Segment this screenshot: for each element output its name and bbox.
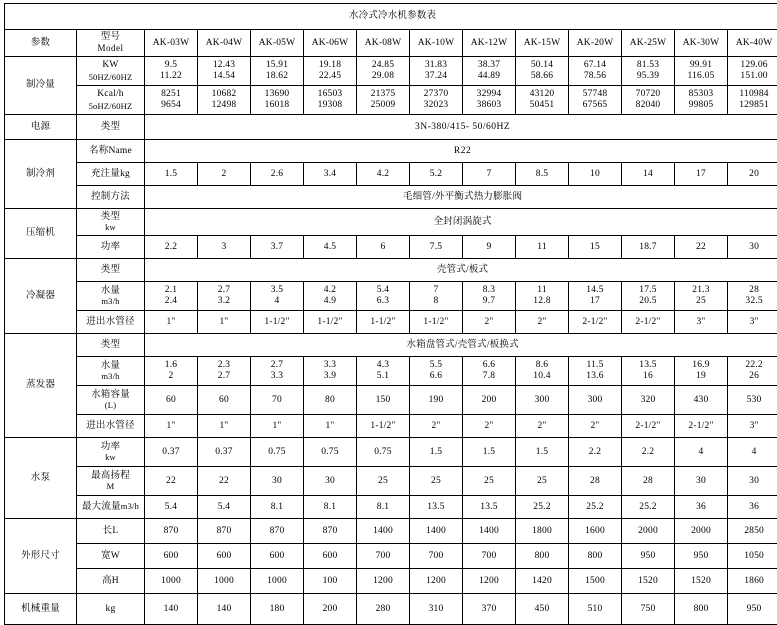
condenser-pipe-AK-25W: 2-1/2" (622, 311, 675, 334)
dimension-2-AK-03W: 1000 (145, 569, 198, 594)
machine-weight-AK-08W: 280 (357, 594, 410, 625)
water-pump-2-AK-40W: 36 (728, 496, 777, 519)
evaporator-row3-AK-25W: 2-1/2" (622, 415, 675, 438)
cooling-0-AK-06W: 19.18 22.45 (304, 57, 357, 86)
row-label-dimension-2: 高H (77, 569, 145, 594)
water-pump-0-AK-08W: 0.75 (357, 438, 410, 467)
evaporator-row3-AK-03W: 1" (145, 415, 198, 438)
evaporator-row3-AK-04W: 1" (198, 415, 251, 438)
water-pump-1-AK-08W: 25 (357, 467, 410, 496)
dimension-0-AK-04W: 870 (198, 519, 251, 544)
cooling-1-AK-15W: 43120 50451 (516, 86, 569, 115)
dimension-2-AK-20W: 1500 (569, 569, 622, 594)
row-label-compressor-0: 类型 kw (77, 209, 145, 236)
cooling-1-AK-25W: 70720 82040 (622, 86, 675, 115)
dimension-1-AK-30W: 950 (675, 544, 728, 569)
compressor-power-AK-05W: 3.7 (251, 236, 304, 259)
condenser-waterflow-AK-03W: 2.1 2.4 (145, 282, 198, 311)
water-pump-2-AK-06W: 8.1 (304, 496, 357, 519)
dimension-0-AK-03W: 870 (145, 519, 198, 544)
evaporator-row3-AK-15W: 2" (516, 415, 569, 438)
machine-weight-AK-30W: 800 (675, 594, 728, 625)
water-pump-1-AK-40W: 30 (728, 467, 777, 496)
document-title: 水冷式冷水机参数表 (5, 4, 777, 30)
dimension-1-AK-10W: 700 (410, 544, 463, 569)
refrigerant-charge-AK-20W: 10 (569, 163, 622, 186)
row-label-dimension-0: 长L (77, 519, 145, 544)
evaporator-waterflow-AK-30W: 16.9 19 (675, 357, 728, 386)
refrigerant-charge-AK-15W: 8.5 (516, 163, 569, 186)
cooling-capacity-row (5, 57, 777, 86)
refrigerant-charge-AK-04W: 2 (198, 163, 251, 186)
section-label-water-pump: 水泵 (5, 438, 77, 519)
evaporator-row3-AK-06W: 1" (304, 415, 357, 438)
evaporator-waterflow-AK-25W: 13.5 16 (622, 357, 675, 386)
water-pump-1-AK-20W: 28 (569, 467, 622, 496)
cooling-1-AK-06W: 16503 19308 (304, 86, 357, 115)
evaporator-row2-AK-12W: 200 (463, 386, 516, 415)
model-column-AK-15W: AK-15W (516, 30, 569, 57)
evaporator-row3-AK-08W: 1-1/2" (357, 415, 410, 438)
condenser-waterflow-AK-15W: 11 12.8 (516, 282, 569, 311)
compressor-power-AK-25W: 18.7 (622, 236, 675, 259)
compressor-type-value: 全封闭涡旋式 (145, 209, 777, 236)
row-label-machine-weight: kg (77, 594, 145, 625)
cooling-0-AK-12W: 38.37 44.89 (463, 57, 516, 86)
cooling-0-AK-15W: 50.14 58.66 (516, 57, 569, 86)
section-label-power-supply: 电源 (5, 115, 77, 140)
water-pump-0-AK-12W: 1.5 (463, 438, 516, 467)
cooling-0-AK-40W: 129.06 151.00 (728, 57, 777, 86)
evaporator-waterflow-AK-10W: 5.5 6.6 (410, 357, 463, 386)
dimension-2-AK-04W: 1000 (198, 569, 251, 594)
row-label-water-pump-1: 最高扬程 M (77, 467, 145, 496)
cooling-0-AK-20W: 67.14 78.56 (569, 57, 622, 86)
dimension-1-AK-04W: 600 (198, 544, 251, 569)
evaporator-row3-AK-12W: 2" (463, 415, 516, 438)
dimension-1-AK-12W: 700 (463, 544, 516, 569)
dimension-1-AK-20W: 800 (569, 544, 622, 569)
water-pump-0-AK-15W: 1.5 (516, 438, 569, 467)
dimension-0-AK-25W: 2000 (622, 519, 675, 544)
dimension-1-AK-06W: 600 (304, 544, 357, 569)
condenser-waterflow-AK-40W: 28 32.5 (728, 282, 777, 311)
model-column-AK-40W: AK-40W (728, 30, 777, 57)
machine-weight-row (5, 594, 777, 625)
evaporator-waterflow-AK-20W: 11.5 13.6 (569, 357, 622, 386)
condenser-pipe-AK-20W: 2-1/2" (569, 311, 622, 334)
water-pump-0-AK-06W: 0.75 (304, 438, 357, 467)
compressor-power-AK-06W: 4.5 (304, 236, 357, 259)
refrigerant-value-2: 毛细管/外平衡式热力膨胀阀 (145, 186, 777, 209)
condenser-pipe-AK-12W: 2" (463, 311, 516, 334)
water-pump-1-AK-30W: 30 (675, 467, 728, 496)
condenser-type-value: 壳管式/板式 (145, 259, 777, 282)
row-label-condenser-2: 进出水管径 (77, 311, 145, 334)
machine-weight-AK-20W: 510 (569, 594, 622, 625)
condenser-pipe-AK-08W: 1-1/2" (357, 311, 410, 334)
model-column-AK-30W: AK-30W (675, 30, 728, 57)
water-pump-1-AK-15W: 25 (516, 467, 569, 496)
model-column-AK-06W: AK-06W (304, 30, 357, 57)
compressor-power-AK-04W: 3 (198, 236, 251, 259)
compressor-power-AK-30W: 22 (675, 236, 728, 259)
cooling-1-AK-12W: 32994 38603 (463, 86, 516, 115)
dimension-0-AK-06W: 870 (304, 519, 357, 544)
header-parameter-label: 参数 (5, 30, 77, 57)
refrigerant-row (5, 140, 777, 163)
cooling-1-AK-03W: 8251 9654 (145, 86, 198, 115)
section-label-refrigerant: 制冷剂 (5, 140, 77, 209)
dimension-1-AK-40W: 1050 (728, 544, 777, 569)
dimensions-row (5, 519, 777, 544)
evaporator-waterflow-AK-15W: 8.6 10.4 (516, 357, 569, 386)
evaporator-waterflow-AK-08W: 4.3 5.1 (357, 357, 410, 386)
row-label-dimension-1: 宽W (77, 544, 145, 569)
header-model-label: 型号 Model (77, 30, 145, 57)
water-pump-row (5, 438, 777, 467)
evaporator-row2-AK-05W: 70 (251, 386, 304, 415)
cooling-1-AK-20W: 57748 67565 (569, 86, 622, 115)
machine-weight-AK-05W: 180 (251, 594, 304, 625)
model-column-AK-08W: AK-08W (357, 30, 410, 57)
evaporator-row2-AK-30W: 430 (675, 386, 728, 415)
dimension-1-AK-05W: 600 (251, 544, 304, 569)
water-pump-2-AK-05W: 8.1 (251, 496, 304, 519)
condenser-pipe-AK-10W: 1-1/2" (410, 311, 463, 334)
title-row (5, 4, 777, 30)
evaporator-row (5, 415, 777, 438)
section-label-condenser: 冷凝器 (5, 259, 77, 334)
evaporator-row3-AK-30W: 2-1/2" (675, 415, 728, 438)
compressor-power-AK-15W: 11 (516, 236, 569, 259)
refrigerant-charge-AK-12W: 7 (463, 163, 516, 186)
cooling-1-AK-40W: 110984 129851 (728, 86, 777, 115)
row-label-refrigerant-0: 名称Name (77, 140, 145, 163)
refrigerant-row (5, 163, 777, 186)
machine-weight-AK-10W: 310 (410, 594, 463, 625)
cooling-capacity-row (5, 86, 777, 115)
refrigerant-charge-AK-10W: 5.2 (410, 163, 463, 186)
dimension-2-AK-40W: 1860 (728, 569, 777, 594)
water-pump-0-AK-05W: 0.75 (251, 438, 304, 467)
refrigerant-charge-AK-03W: 1.5 (145, 163, 198, 186)
evaporator-row2-AK-15W: 300 (516, 386, 569, 415)
row-label-water-pump-2: 最大流量m3/h (77, 496, 145, 519)
water-pump-2-AK-20W: 25.2 (569, 496, 622, 519)
row-label-refrigerant-1: 充注量kg (77, 163, 145, 186)
machine-weight-AK-40W: 950 (728, 594, 777, 625)
row-label-water-pump-0: 功率 kw (77, 438, 145, 467)
water-pump-2-AK-12W: 13.5 (463, 496, 516, 519)
evaporator-row2-AK-10W: 190 (410, 386, 463, 415)
compressor-power-AK-08W: 6 (357, 236, 410, 259)
section-label-machine-weight: 机械重量 (5, 594, 77, 625)
refrigerant-charge-AK-06W: 3.4 (304, 163, 357, 186)
water-pump-2-AK-03W: 5.4 (145, 496, 198, 519)
power-supply-value: 3N-380/415- 50/60HZ (145, 115, 777, 140)
condenser-row (5, 311, 777, 334)
evaporator-row2-AK-03W: 60 (145, 386, 198, 415)
water-pump-row (5, 467, 777, 496)
dimension-2-AK-06W: 100 (304, 569, 357, 594)
machine-weight-AK-03W: 140 (145, 594, 198, 625)
dimension-0-AK-12W: 1400 (463, 519, 516, 544)
evaporator-row (5, 334, 777, 357)
condenser-waterflow-AK-12W: 8.3 9.7 (463, 282, 516, 311)
dimension-2-AK-15W: 1420 (516, 569, 569, 594)
row-label-evaporator-2: 水箱容量 (L) (77, 386, 145, 415)
dimension-0-AK-10W: 1400 (410, 519, 463, 544)
section-label-compressor: 压缩机 (5, 209, 77, 259)
cooling-1-AK-10W: 27370 32023 (410, 86, 463, 115)
refrigerant-charge-AK-40W: 20 (728, 163, 777, 186)
evaporator-row2-AK-40W: 530 (728, 386, 777, 415)
water-pump-2-AK-04W: 5.4 (198, 496, 251, 519)
cooling-1-AK-08W: 21375 25009 (357, 86, 410, 115)
evaporator-row (5, 386, 777, 415)
condenser-pipe-AK-03W: 1" (145, 311, 198, 334)
water-pump-1-AK-06W: 30 (304, 467, 357, 496)
header-row (5, 30, 777, 57)
condenser-waterflow-AK-20W: 14.5 17 (569, 282, 622, 311)
water-pump-0-AK-10W: 1.5 (410, 438, 463, 467)
dimension-1-AK-15W: 800 (516, 544, 569, 569)
section-label-dimensions: 外形尺寸 (5, 519, 77, 594)
machine-weight-AK-06W: 200 (304, 594, 357, 625)
water-pump-0-AK-04W: 0.37 (198, 438, 251, 467)
machine-weight-AK-15W: 450 (516, 594, 569, 625)
row-label-condenser-1: 水量 m3/h (77, 282, 145, 311)
evaporator-row2-AK-25W: 320 (622, 386, 675, 415)
condenser-pipe-AK-06W: 1-1/2" (304, 311, 357, 334)
evaporator-row3-AK-10W: 2" (410, 415, 463, 438)
evaporator-row3-AK-40W: 3" (728, 415, 777, 438)
cooling-1-AK-30W: 85303 99805 (675, 86, 728, 115)
chiller-specification-table (4, 3, 777, 625)
section-label-cooling-capacity: 制冷量 (5, 57, 77, 115)
compressor-power-AK-10W: 7.5 (410, 236, 463, 259)
dimensions-row (5, 569, 777, 594)
model-column-AK-04W: AK-04W (198, 30, 251, 57)
row-label-evaporator-0: 类型 (77, 334, 145, 357)
evaporator-waterflow-AK-04W: 2.3 2.7 (198, 357, 251, 386)
refrigerant-charge-AK-30W: 17 (675, 163, 728, 186)
model-column-AK-03W: AK-03W (145, 30, 198, 57)
dimension-2-AK-05W: 1000 (251, 569, 304, 594)
water-pump-0-AK-20W: 2.2 (569, 438, 622, 467)
row-label-power-type: 类型 (77, 115, 145, 140)
evaporator-waterflow-AK-40W: 22.2 26 (728, 357, 777, 386)
dimension-2-AK-30W: 1520 (675, 569, 728, 594)
cooling-1-AK-04W: 10682 12498 (198, 86, 251, 115)
row-label-cooling-1: Kcal/h 5oHZ/60HZ (77, 86, 145, 115)
condenser-row (5, 282, 777, 311)
dimension-0-AK-20W: 1600 (569, 519, 622, 544)
evaporator-waterflow-AK-06W: 3.3 3.9 (304, 357, 357, 386)
condenser-row (5, 259, 777, 282)
cooling-0-AK-30W: 99.91 116.05 (675, 57, 728, 86)
water-pump-1-AK-25W: 28 (622, 467, 675, 496)
cooling-0-AK-05W: 15.91 18.62 (251, 57, 304, 86)
condenser-waterflow-AK-10W: 7 8 (410, 282, 463, 311)
cooling-0-AK-10W: 31.83 37.24 (410, 57, 463, 86)
model-column-AK-10W: AK-10W (410, 30, 463, 57)
dimension-1-AK-03W: 600 (145, 544, 198, 569)
dimensions-row (5, 544, 777, 569)
condenser-pipe-AK-40W: 3" (728, 311, 777, 334)
water-pump-0-AK-03W: 0.37 (145, 438, 198, 467)
cooling-1-AK-05W: 13690 16018 (251, 86, 304, 115)
evaporator-row3-AK-05W: 1" (251, 415, 304, 438)
compressor-power-AK-03W: 2.2 (145, 236, 198, 259)
water-pump-2-AK-30W: 36 (675, 496, 728, 519)
dimension-2-AK-12W: 1200 (463, 569, 516, 594)
power-supply-row (5, 115, 777, 140)
model-column-AK-12W: AK-12W (463, 30, 516, 57)
evaporator-waterflow-AK-03W: 1.6 2 (145, 357, 198, 386)
condenser-waterflow-AK-08W: 5.4 6.3 (357, 282, 410, 311)
dimension-0-AK-30W: 2000 (675, 519, 728, 544)
evaporator-row (5, 357, 777, 386)
water-pump-1-AK-10W: 25 (410, 467, 463, 496)
water-pump-2-AK-25W: 25.2 (622, 496, 675, 519)
cooling-0-AK-04W: 12.43 14.54 (198, 57, 251, 86)
condenser-pipe-AK-15W: 2" (516, 311, 569, 334)
water-pump-1-AK-05W: 30 (251, 467, 304, 496)
cooling-0-AK-08W: 24.85 29.08 (357, 57, 410, 86)
cooling-0-AK-25W: 81.53 95.39 (622, 57, 675, 86)
water-pump-1-AK-03W: 22 (145, 467, 198, 496)
dimension-1-AK-08W: 700 (357, 544, 410, 569)
row-label-condenser-0: 类型 (77, 259, 145, 282)
compressor-row (5, 209, 777, 236)
dimension-0-AK-08W: 1400 (357, 519, 410, 544)
water-pump-2-AK-10W: 13.5 (410, 496, 463, 519)
row-label-compressor-1: 功率 (77, 236, 145, 259)
condenser-waterflow-AK-04W: 2.7 3.2 (198, 282, 251, 311)
evaporator-row2-AK-04W: 60 (198, 386, 251, 415)
dimension-0-AK-40W: 2850 (728, 519, 777, 544)
water-pump-0-AK-25W: 2.2 (622, 438, 675, 467)
row-label-evaporator-1: 水量 m3/h (77, 357, 145, 386)
refrigerant-charge-AK-05W: 2.6 (251, 163, 304, 186)
row-label-refrigerant-2: 控制方法 (77, 186, 145, 209)
compressor-power-AK-20W: 15 (569, 236, 622, 259)
condenser-waterflow-AK-30W: 21.3 25 (675, 282, 728, 311)
dimension-1-AK-25W: 950 (622, 544, 675, 569)
evaporator-row3-AK-20W: 2" (569, 415, 622, 438)
water-pump-0-AK-40W: 4 (728, 438, 777, 467)
water-pump-1-AK-12W: 25 (463, 467, 516, 496)
condenser-waterflow-AK-05W: 3.5 4 (251, 282, 304, 311)
compressor-power-AK-40W: 30 (728, 236, 777, 259)
refrigerant-charge-AK-08W: 4.2 (357, 163, 410, 186)
evaporator-row2-AK-08W: 150 (357, 386, 410, 415)
water-pump-0-AK-30W: 4 (675, 438, 728, 467)
condenser-waterflow-AK-06W: 4.2 4.9 (304, 282, 357, 311)
model-column-AK-20W: AK-20W (569, 30, 622, 57)
cooling-0-AK-03W: 9.5 11.22 (145, 57, 198, 86)
dimension-2-AK-10W: 1200 (410, 569, 463, 594)
evaporator-row2-AK-20W: 300 (569, 386, 622, 415)
dimension-0-AK-15W: 1800 (516, 519, 569, 544)
row-label-evaporator-3: 进出水管径 (77, 415, 145, 438)
compressor-power-AK-12W: 9 (463, 236, 516, 259)
refrigerant-row (5, 186, 777, 209)
condenser-pipe-AK-05W: 1-1/2" (251, 311, 304, 334)
evaporator-row2-AK-06W: 80 (304, 386, 357, 415)
refrigerant-value-0: R22 (145, 140, 777, 163)
machine-weight-AK-04W: 140 (198, 594, 251, 625)
condenser-pipe-AK-04W: 1" (198, 311, 251, 334)
model-column-AK-05W: AK-05W (251, 30, 304, 57)
evaporator-waterflow-AK-12W: 6.6 7.8 (463, 357, 516, 386)
row-label-cooling-0: KW 50HZ/60HZ (77, 57, 145, 86)
water-pump-2-AK-08W: 8.1 (357, 496, 410, 519)
model-column-AK-25W: AK-25W (622, 30, 675, 57)
condenser-waterflow-AK-25W: 17.5 20.5 (622, 282, 675, 311)
refrigerant-charge-AK-25W: 14 (622, 163, 675, 186)
evaporator-type-value: 水箱盘管式/壳管式/板换式 (145, 334, 777, 357)
machine-weight-AK-12W: 370 (463, 594, 516, 625)
compressor-row (5, 236, 777, 259)
water-pump-1-AK-04W: 22 (198, 467, 251, 496)
machine-weight-AK-25W: 750 (622, 594, 675, 625)
condenser-pipe-AK-30W: 3" (675, 311, 728, 334)
water-pump-2-AK-15W: 25.2 (516, 496, 569, 519)
dimension-2-AK-25W: 1520 (622, 569, 675, 594)
water-pump-row (5, 496, 777, 519)
dimension-0-AK-05W: 870 (251, 519, 304, 544)
dimension-2-AK-08W: 1200 (357, 569, 410, 594)
evaporator-waterflow-AK-05W: 2.7 3.3 (251, 357, 304, 386)
section-label-evaporator: 蒸发器 (5, 334, 77, 438)
